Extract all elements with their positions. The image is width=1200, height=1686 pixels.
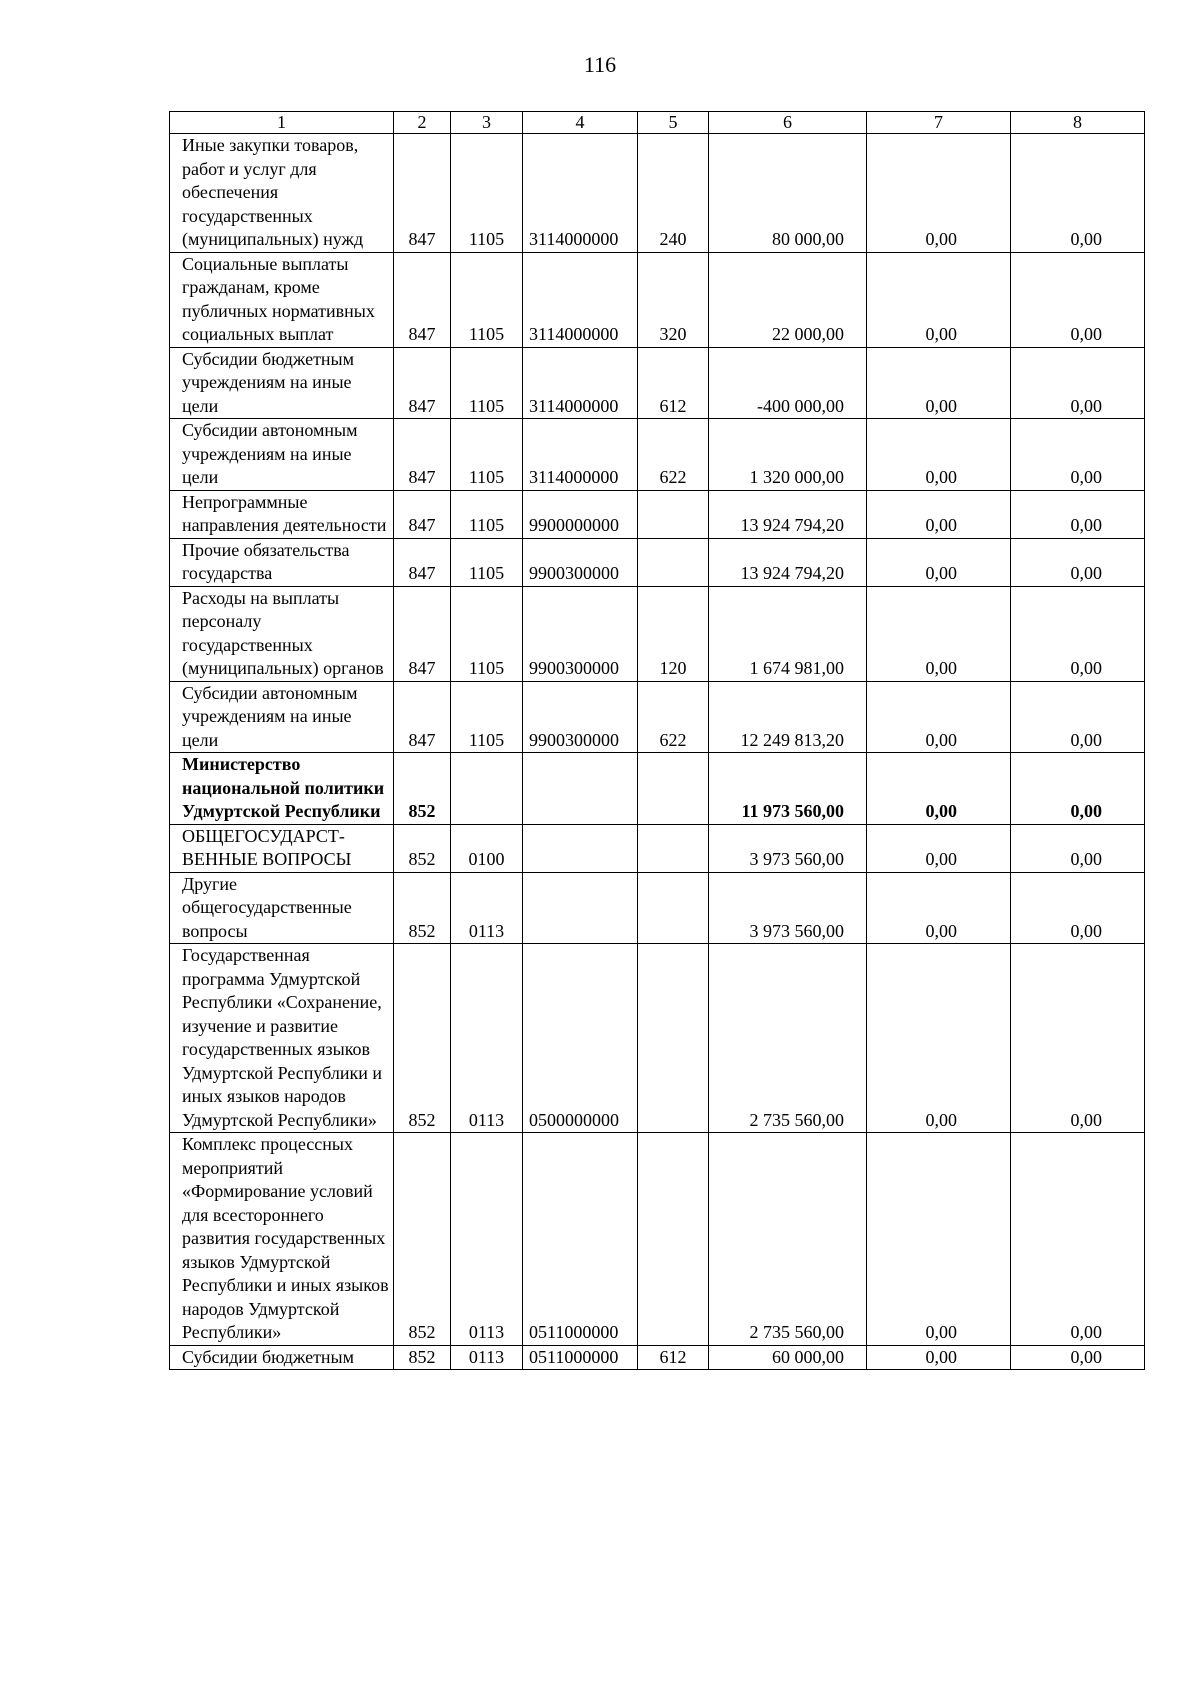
amount-cell-8: 0,00	[1011, 538, 1145, 586]
amount-cell-7: 0,00	[867, 1133, 1011, 1346]
section-code-cell: 0113	[451, 1133, 523, 1346]
amount-cell-8: 0,00	[1011, 1345, 1145, 1370]
target-article-cell: 0511000000	[523, 1345, 638, 1370]
expense-name-cell: Государственная программа Удмуртской Республики «Сохранение, изучение и развитие государственных языков Удмуртской Республики и иных языков народов Удмуртской Республики»	[170, 944, 394, 1133]
ministry-code-cell: 852	[394, 944, 451, 1133]
expense-name-cell: Комплекс процессных мероприятий «Формирование условий для всестороннего развития государственных языков Удмуртской Республики и иных языков народов Удмуртской Республики»	[170, 1133, 394, 1346]
section-code-cell: 0113	[451, 944, 523, 1133]
amount-cell-8: 0,00	[1011, 134, 1145, 253]
amount-cell-7: 0,00	[867, 1345, 1011, 1370]
amount-cell-6: 1 674 981,00	[709, 586, 867, 681]
column-header: 6	[709, 112, 867, 134]
section-code-cell	[451, 753, 523, 825]
amount-cell-7: 0,00	[867, 872, 1011, 944]
section-code-cell: 1105	[451, 419, 523, 491]
table-row	[170, 538, 1145, 586]
amount-cell-6: 2 735 560,00	[709, 1133, 867, 1346]
ministry-code-cell: 852	[394, 824, 451, 872]
ministry-code-cell: 847	[394, 134, 451, 253]
amount-cell-6: 11 973 560,00	[709, 753, 867, 825]
expense-name-cell: Другие общегосударственные вопросы	[170, 872, 394, 944]
column-header: 7	[867, 112, 1011, 134]
section-code-cell: 0100	[451, 824, 523, 872]
ministry-code-cell: 852	[394, 1133, 451, 1346]
section-code-cell: 1105	[451, 490, 523, 538]
amount-cell-8: 0,00	[1011, 490, 1145, 538]
expense-type-cell: 612	[638, 347, 709, 419]
expense-type-cell	[638, 538, 709, 586]
section-code-cell: 0113	[451, 1345, 523, 1370]
amount-cell-8: 0,00	[1011, 252, 1145, 347]
ministry-code-cell: 847	[394, 252, 451, 347]
table-row	[170, 490, 1145, 538]
amount-cell-7: 0,00	[867, 134, 1011, 253]
ministry-code-cell: 847	[394, 490, 451, 538]
expense-type-cell	[638, 824, 709, 872]
expense-type-cell	[638, 490, 709, 538]
target-article-cell: 3114000000	[523, 252, 638, 347]
target-article-cell: 9900000000	[523, 490, 638, 538]
expense-name-cell: ОБЩЕГОСУДАРСТ-ВЕННЫЕ ВОПРОСЫ	[170, 824, 394, 872]
amount-cell-8: 0,00	[1011, 347, 1145, 419]
budget-table	[169, 111, 1145, 1370]
amount-cell-6: 13 924 794,20	[709, 538, 867, 586]
column-header: 3	[451, 112, 523, 134]
amount-cell-6: 12 249 813,20	[709, 681, 867, 753]
section-code-cell: 1105	[451, 252, 523, 347]
section-code-cell: 1105	[451, 347, 523, 419]
ministry-code-cell: 847	[394, 347, 451, 419]
expense-name-cell: Непрограммные направления деятельности	[170, 490, 394, 538]
target-article-cell: 9900300000	[523, 586, 638, 681]
ministry-code-cell: 847	[394, 538, 451, 586]
expense-name-cell: Субсидии бюджетным	[170, 1345, 394, 1370]
amount-cell-8: 0,00	[1011, 419, 1145, 491]
target-article-cell: 9900300000	[523, 538, 638, 586]
amount-cell-8: 0,00	[1011, 586, 1145, 681]
page-number: 116	[583, 52, 617, 77]
amount-cell-6: 60 000,00	[709, 1345, 867, 1370]
ministry-code-cell: 852	[394, 753, 451, 825]
amount-cell-6: 3 973 560,00	[709, 824, 867, 872]
ministry-code-cell: 847	[394, 419, 451, 491]
section-code-cell: 1105	[451, 134, 523, 253]
target-article-cell: 3114000000	[523, 134, 638, 253]
table-row	[170, 586, 1145, 681]
expense-type-cell: 240	[638, 134, 709, 253]
amount-cell-6: 1 320 000,00	[709, 419, 867, 491]
section-code-cell: 1105	[451, 586, 523, 681]
section-code-cell: 1105	[451, 538, 523, 586]
table-row	[170, 872, 1145, 944]
expense-type-cell: 320	[638, 252, 709, 347]
expense-type-cell	[638, 1133, 709, 1346]
amount-cell-7: 0,00	[867, 419, 1011, 491]
table-row	[170, 944, 1145, 1133]
target-article-cell: 9900300000	[523, 681, 638, 753]
ministry-code-cell: 847	[394, 681, 451, 753]
column-header: 2	[394, 112, 451, 134]
table-row	[170, 1133, 1145, 1346]
target-article-cell: 0500000000	[523, 944, 638, 1133]
target-article-cell: 3114000000	[523, 347, 638, 419]
expense-name-cell: Прочие обязательства государства	[170, 538, 394, 586]
table-row	[170, 252, 1145, 347]
amount-cell-7: 0,00	[867, 824, 1011, 872]
expense-name-cell: Иные закупки товаров, работ и услуг для обеспечения государственных (муниципальных) нужд	[170, 134, 394, 253]
expense-name-cell: Субсидии автономным учреждениям на иные цели	[170, 419, 394, 491]
column-header: 8	[1011, 112, 1145, 134]
amount-cell-6: 22 000,00	[709, 252, 867, 347]
expense-name-cell: Субсидии бюджетным учреждениям на иные цели	[170, 347, 394, 419]
amount-cell-7: 0,00	[867, 538, 1011, 586]
ministry-code-cell: 852	[394, 872, 451, 944]
expense-name-cell: Субсидии автономным учреждениям на иные цели	[170, 681, 394, 753]
expense-type-cell: 120	[638, 586, 709, 681]
expense-name-cell: Министерство национальной политики Удмуртской Республики	[170, 753, 394, 825]
amount-cell-8: 0,00	[1011, 824, 1145, 872]
amount-cell-7: 0,00	[867, 681, 1011, 753]
table-row	[170, 134, 1145, 253]
target-article-cell: 3114000000	[523, 419, 638, 491]
ministry-code-cell: 852	[394, 1345, 451, 1370]
table-body	[170, 134, 1145, 1370]
amount-cell-7: 0,00	[867, 347, 1011, 419]
amount-cell-6: 3 973 560,00	[709, 872, 867, 944]
amount-cell-8: 0,00	[1011, 872, 1145, 944]
section-code-cell: 1105	[451, 681, 523, 753]
amount-cell-6: 13 924 794,20	[709, 490, 867, 538]
expense-type-cell: 622	[638, 419, 709, 491]
expense-type-cell: 612	[638, 1345, 709, 1370]
amount-cell-6: 2 735 560,00	[709, 944, 867, 1133]
expense-type-cell	[638, 753, 709, 825]
expense-name-cell: Социальные выплаты гражданам, кроме публичных нормативных социальных выплат	[170, 252, 394, 347]
target-article-cell	[523, 872, 638, 944]
amount-cell-7: 0,00	[867, 252, 1011, 347]
expense-name-cell: Расходы на выплаты персоналу государственных (муниципальных) органов	[170, 586, 394, 681]
target-article-cell: 0511000000	[523, 1133, 638, 1346]
table-row	[170, 753, 1145, 825]
amount-cell-8: 0,00	[1011, 944, 1145, 1133]
expense-type-cell: 622	[638, 681, 709, 753]
table-row	[170, 824, 1145, 872]
column-header: 5	[638, 112, 709, 134]
amount-cell-6: 80 000,00	[709, 134, 867, 253]
table-row	[170, 347, 1145, 419]
amount-cell-8: 0,00	[1011, 681, 1145, 753]
column-header: 4	[523, 112, 638, 134]
column-header: 1	[170, 112, 394, 134]
expense-type-cell	[638, 944, 709, 1133]
amount-cell-7: 0,00	[867, 753, 1011, 825]
table-row	[170, 1345, 1145, 1370]
amount-cell-8: 0,00	[1011, 753, 1145, 825]
expense-type-cell	[638, 872, 709, 944]
amount-cell-7: 0,00	[867, 944, 1011, 1133]
target-article-cell	[523, 824, 638, 872]
ministry-code-cell: 847	[394, 586, 451, 681]
amount-cell-8: 0,00	[1011, 1133, 1145, 1346]
table-row	[170, 419, 1145, 491]
amount-cell-6: -400 000,00	[709, 347, 867, 419]
column-number-row	[170, 112, 1145, 134]
amount-cell-7: 0,00	[867, 490, 1011, 538]
target-article-cell	[523, 753, 638, 825]
amount-cell-7: 0,00	[867, 586, 1011, 681]
section-code-cell: 0113	[451, 872, 523, 944]
table-row	[170, 681, 1145, 753]
